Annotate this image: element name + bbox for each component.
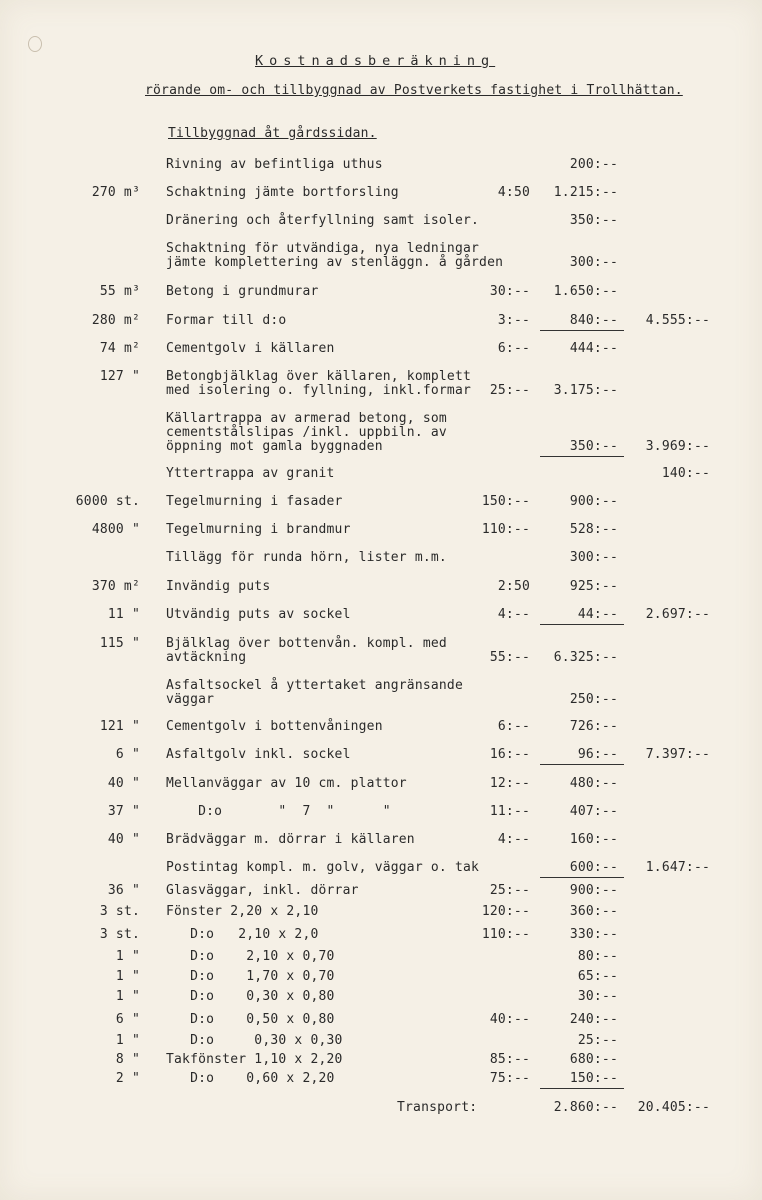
row-quantity: 37 " [107, 804, 140, 819]
row-quantity: 370 m² [91, 579, 140, 594]
row-unit-price: 75:-- [489, 1071, 530, 1086]
row-amount: 160:-- [569, 832, 618, 847]
row-description: Schaktning för utvändiga, nya ledningar jämte komplettering av stenläggn. å gården [166, 241, 504, 270]
row-quantity: 270 m³ [91, 185, 140, 200]
row-quantity: 6 " [115, 747, 140, 762]
row-unit-price: 55:-- [489, 650, 530, 665]
row-quantity: 55 m³ [99, 284, 140, 299]
row-unit-price: 120:-- [481, 904, 530, 919]
row-amount: 925:-- [569, 579, 618, 594]
row-amount: 250:-- [569, 692, 618, 707]
row-quantity: 1 " [115, 1033, 140, 1048]
row-unit-price: 6:-- [497, 341, 530, 356]
row-description: Källartrappa av armerad betong, som cementstålslipas /inkl. uppbiln. av öppning mot gamla byggnaden [166, 411, 447, 454]
row-description: Tegelmurning i brandmur [166, 522, 351, 537]
row-description: D:o 1,70 x 0,70 [166, 969, 335, 984]
row-unit-price: 4:-- [497, 607, 530, 622]
row-quantity: 36 " [107, 883, 140, 898]
section-heading: Tillbyggnad åt gårdssidan. [168, 126, 377, 141]
row-description: Betong i grundmurar [166, 284, 319, 299]
row-description: D:o 0,50 x 0,80 [166, 1012, 335, 1027]
row-description: Cementgolv i källaren [166, 341, 335, 356]
transport-amount: 2.860:-- [553, 1100, 618, 1115]
row-amount: 65:-- [577, 969, 618, 984]
row-description: Dränering och återfyllning samt isoler. [166, 213, 480, 228]
row-quantity: 127 " [99, 369, 140, 384]
row-amount: 726:-- [569, 719, 618, 734]
row-quantity: 121 " [99, 719, 140, 734]
sum-rule [540, 330, 624, 331]
row-description: Brädväggar m. dörrar i källaren [166, 832, 415, 847]
row-unit-price: 3:-- [497, 313, 530, 328]
row-quantity: 6 " [115, 1012, 140, 1027]
row-unit-price: 110:-- [481, 927, 530, 942]
row-subtotal: 3.969:-- [645, 439, 710, 454]
row-amount: 44:-- [577, 607, 618, 622]
row-quantity: 3 st. [99, 904, 140, 919]
row-quantity: 115 " [99, 636, 140, 651]
row-description: Asfaltgolv inkl. sockel [166, 747, 351, 762]
sum-rule [540, 764, 624, 765]
row-description: Tegelmurning i fasader [166, 494, 343, 509]
row-description: Betongbjälklag över källaren, komplett med isolering o. fyllning, inkl.formar [166, 369, 472, 398]
row-amount: 240:-- [569, 1012, 618, 1027]
row-unit-price: 25:-- [489, 883, 530, 898]
row-quantity: 11 " [107, 607, 140, 622]
row-amount: 1.650:-- [553, 284, 618, 299]
row-description: Fönster 2,20 x 2,10 [166, 904, 319, 919]
row-amount: 80:-- [577, 949, 618, 964]
row-quantity: 280 m² [91, 313, 140, 328]
row-description: D:o 2,10 x 0,70 [166, 949, 335, 964]
sum-rule [540, 1088, 624, 1089]
row-quantity: 3 st. [99, 927, 140, 942]
row-description: Formar till d:o [166, 313, 287, 328]
row-subtotal: 4.555:-- [645, 313, 710, 328]
row-amount: 840:-- [569, 313, 618, 328]
row-amount: 150:-- [569, 1071, 618, 1086]
row-description: Yttertrappa av granit [166, 466, 335, 481]
row-quantity: 40 " [107, 832, 140, 847]
row-amount: 30:-- [577, 989, 618, 1004]
row-amount: 360:-- [569, 904, 618, 919]
row-description: Cementgolv i bottenvåningen [166, 719, 383, 734]
row-amount: 444:-- [569, 341, 618, 356]
row-quantity: 40 " [107, 776, 140, 791]
row-amount: 600:-- [569, 860, 618, 875]
row-amount: 900:-- [569, 494, 618, 509]
row-description: D:o 0,30 x 0,30 [166, 1033, 343, 1048]
transport-total: 20.405:-- [637, 1100, 710, 1115]
row-amount: 407:-- [569, 804, 618, 819]
row-amount: 300:-- [569, 255, 618, 270]
row-unit-price: 40:-- [489, 1012, 530, 1027]
row-description: Takfönster 1,10 x 2,20 [166, 1052, 343, 1067]
sum-rule [540, 624, 624, 625]
row-description: D:o 0,30 x 0,80 [166, 989, 335, 1004]
row-amount: 900:-- [569, 883, 618, 898]
row-description: D:o 2,10 x 2,0 [166, 927, 319, 942]
row-description: D:o 0,60 x 2,20 [166, 1071, 335, 1086]
row-description: Postintag kompl. m. golv, väggar o. tak [166, 860, 480, 875]
row-amount: 330:-- [569, 927, 618, 942]
row-quantity: 2 " [115, 1071, 140, 1086]
row-amount: 96:-- [577, 747, 618, 762]
row-description: Bjälklag över bottenvån. kompl. med avtäckning [166, 636, 447, 665]
sum-rule [540, 456, 624, 457]
row-amount: 528:-- [569, 522, 618, 537]
row-unit-price: 12:-- [489, 776, 530, 791]
row-quantity: 74 m² [99, 341, 140, 356]
row-subtotal: 2.697:-- [645, 607, 710, 622]
row-amount: 350:-- [569, 439, 618, 454]
row-quantity: 1 " [115, 989, 140, 1004]
row-unit-price: 110:-- [481, 522, 530, 537]
row-description: Mellanväggar av 10 cm. plattor [166, 776, 407, 791]
row-quantity: 1 " [115, 969, 140, 984]
row-amount: 3.175:-- [553, 383, 618, 398]
row-unit-price: 30:-- [489, 284, 530, 299]
row-description: Asfaltsockel å yttertaket angränsande väggar [166, 678, 463, 707]
row-unit-price: 85:-- [489, 1052, 530, 1067]
row-amount: 200:-- [569, 157, 618, 172]
row-quantity: 1 " [115, 949, 140, 964]
row-amount: 680:-- [569, 1052, 618, 1067]
row-quantity: 6000 st. [75, 494, 140, 509]
punch-hole-mark [28, 36, 42, 52]
transport-label: Transport: [397, 1100, 478, 1115]
row-description: Invändig puts [166, 579, 271, 594]
row-amount: 6.325:-- [553, 650, 618, 665]
row-amount: 350:-- [569, 213, 618, 228]
row-unit-price: 4:-- [497, 832, 530, 847]
row-description: Glasväggar, inkl. dörrar [166, 883, 359, 898]
row-description: D:o " 7 " " [166, 804, 391, 819]
sum-rule [540, 877, 624, 878]
row-unit-price: 6:-- [497, 719, 530, 734]
row-unit-price: 25:-- [489, 383, 530, 398]
row-unit-price: 150:-- [481, 494, 530, 509]
row-quantity: 4800 " [91, 522, 140, 537]
row-amount: 480:-- [569, 776, 618, 791]
row-subtotal: 7.397:-- [645, 747, 710, 762]
row-amount: 300:-- [569, 550, 618, 565]
row-amount: 25:-- [577, 1033, 618, 1048]
document-subtitle: rörande om- och tillbyggnad av Postverkets fastighet i Trollhättan. [145, 83, 683, 98]
row-description: Schaktning jämte bortforsling [166, 185, 399, 200]
row-unit-price: 4:50 [497, 185, 530, 200]
row-description: Utvändig puts av sockel [166, 607, 351, 622]
row-description: Rivning av befintliga uthus [166, 157, 383, 172]
row-amount: 1.215:-- [553, 185, 618, 200]
row-subtotal: 140:-- [661, 466, 710, 481]
document-title: Kostnadsberäkning [255, 53, 496, 69]
row-subtotal: 1.647:-- [645, 860, 710, 875]
row-quantity: 8 " [115, 1052, 140, 1067]
row-unit-price: 16:-- [489, 747, 530, 762]
row-description: Tillägg för runda hörn, lister m.m. [166, 550, 447, 565]
row-unit-price: 11:-- [489, 804, 530, 819]
row-unit-price: 2:50 [497, 579, 530, 594]
